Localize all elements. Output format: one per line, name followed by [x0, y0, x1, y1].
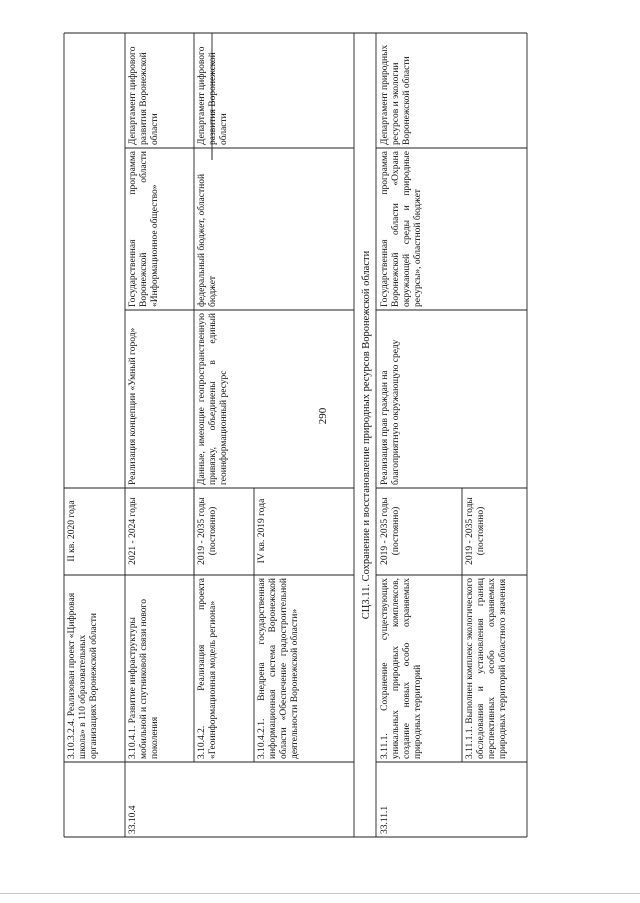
cell-3-10-4-2-result: Данные, имеющие геопространственную привязку, объединены в единый геоинформационный ресурс — [197, 313, 229, 485]
cell-3-10-4-2-source: федеральный бюджет, областной бюджет — [197, 173, 218, 307]
cell-3-10-4-1-resp: Департамент цифрового развития Воронежской области — [128, 46, 160, 145]
cell-3-10-4-1-source: Государственная программа Воронежской области «Информационное общество» — [128, 151, 160, 307]
goal-header: СЦ3.11. Сохранение и восстановление природных ресурсов Воронежской области — [361, 250, 372, 620]
cell-3-10-3-2-4-term: II кв. 2020 года — [67, 500, 77, 562]
page-bottom-rule — [0, 893, 640, 894]
cell-3-11-1-result: Реализация прав граждан на благоприятную окружающую среду — [380, 339, 401, 485]
cell-3-10-4-1-result: Реализация концепции «Умный город» — [128, 327, 138, 485]
page-number: 290 — [317, 407, 329, 425]
cell-33-10-4-code: 33.10.4 — [128, 805, 138, 834]
cell-3-11-1-resp: Департамент природных ресурсов и экологии Воронежской области — [380, 44, 412, 145]
cell-3-10-4-2-text: 3.10.4.2. Реализация проекта «Геоинформационная модель региона» — [197, 578, 218, 759]
cell-3-11-1-1-term: 2019 - 2035 годы (постоянно) — [465, 497, 486, 565]
cell-3-11-1-text: 3.11.1. Сохранение существующих уникальных природных комплексов, создание новых особо охраняемых природных территорий — [380, 578, 423, 759]
cell-3-10-4-2-1-term: IV кв. 2019 года — [257, 498, 267, 564]
cell-3-10-4-2-resp: Департамент цифрового развития Воронежской области — [197, 46, 229, 145]
cell-3-11-1-1-text: 3.11.1.1. Выполнен комплекс экологического обследования и установления границ перспективных особо охраняемых природных территорий областного значения — [465, 578, 508, 759]
cell-3-10-4-2-term: 2019 - 2035 годы (постоянно) — [197, 497, 218, 565]
cell-3-10-4-1-text: 3.10.4.1. Развитие инфраструктуры мобильной и спутниковой связи нового поколения — [128, 599, 160, 759]
cell-3-11-1-source: Государственная программа Воронежской области «Охрана окружающей среды и природные ресурсы», областной бюджет — [380, 151, 423, 307]
cell-33-11-1-code: 33.11.1 — [380, 805, 390, 834]
cell-3-10-3-2-4-text: 3.10.3.2.4. Реализован проект «Цифровая школа» в 110 образовательных организациях Воронежской области — [67, 592, 99, 759]
cell-3-11-1-term: 2019 - 2035 годы (постоянно) — [380, 497, 401, 565]
cell-3-10-4-2-1-text: 3.10.4.2.1. Внедрена государственная информационная система Воронежской области «Обеспечение градостроительной деятельности Воронежской области» — [257, 578, 300, 759]
cell-3-10-4-1-term: 2021 - 2024 годы — [128, 497, 138, 565]
